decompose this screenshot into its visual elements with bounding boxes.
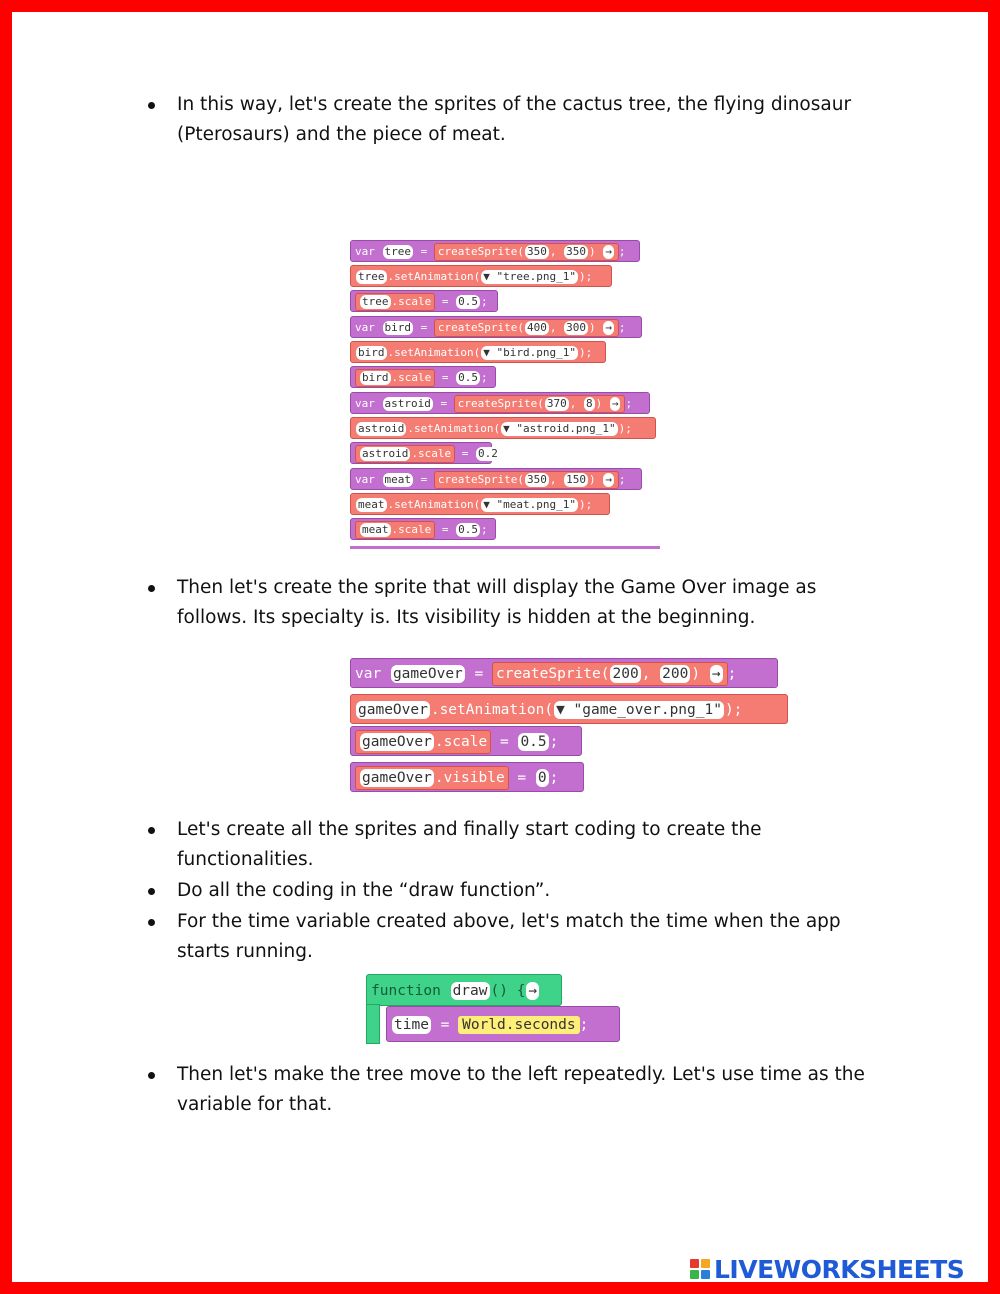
bullet-dot bbox=[148, 888, 155, 895]
bullet-text: Then let's create the sprite that will display the Game Over image as follows. Its specialty is. Its visibility is hidden at the beginning. bbox=[177, 577, 817, 628]
code-line: tree .scale = 0.5 ; bbox=[350, 290, 498, 312]
code-line: var gameOver = createSprite( 200 , 200 ) → ; bbox=[350, 658, 778, 688]
bullet-dot bbox=[148, 102, 155, 109]
code-line: tree .setAnimation( ▼ "tree.png_1" ); bbox=[350, 265, 612, 287]
code-line: var meat = createSprite( 350 , 150 ) → ; bbox=[350, 468, 642, 490]
code-line: gameOver .setAnimation( ▼ "game_over.png_1" ); bbox=[350, 694, 788, 724]
function-body-bar bbox=[366, 1004, 380, 1044]
code-line: var astroid = createSprite( 370 , 8 ) → ; bbox=[350, 392, 650, 414]
code-line: astroid .scale = 0.2 ; bbox=[350, 442, 492, 464]
bullet-item bbox=[148, 907, 868, 967]
bullet-dot bbox=[148, 919, 155, 926]
bullet-text: For the time variable created above, let's match the time when the app starts running. bbox=[177, 911, 841, 962]
code-line: gameOver .visible = 0 ; bbox=[350, 762, 584, 792]
code-stack-bottom bbox=[350, 546, 660, 549]
code-line: time = World.seconds ; bbox=[386, 1006, 620, 1042]
bullet-item bbox=[148, 573, 868, 633]
gameover-code-blocks bbox=[350, 658, 790, 800]
logo-text: LIVEWORKSHEETS bbox=[714, 1254, 965, 1284]
bullet-text: Then let's make the tree move to the left repeatedly. Let's use time as the variable for that. bbox=[177, 1064, 865, 1115]
bullet-text: In this way, let's create the sprites of the cactus tree, the flying dinosaur (Pterosaurs) and the piece of meat. bbox=[177, 94, 852, 145]
bullet-dot bbox=[148, 585, 155, 592]
code-line: astroid .setAnimation( ▼ "astroid.png_1" ); bbox=[350, 417, 656, 439]
bullet-item bbox=[148, 876, 868, 906]
bullet-item bbox=[148, 90, 868, 150]
sprite-code-blocks bbox=[350, 240, 670, 548]
code-line: var tree = createSprite( 350 , 350 ) → ; bbox=[350, 240, 640, 262]
bullet-dot bbox=[148, 1072, 155, 1079]
bullet-item bbox=[148, 1060, 868, 1120]
bullet-dot bbox=[148, 827, 155, 834]
draw-function-code-blocks bbox=[366, 974, 626, 1048]
liveworksheets-logo bbox=[690, 1254, 964, 1284]
bullet-text: Let's create all the sprites and finally start coding to create the functionalities. bbox=[177, 819, 762, 870]
logo-grid-icon bbox=[690, 1259, 710, 1279]
code-line: function draw () { → bbox=[366, 974, 562, 1006]
code-line: var bird = createSprite( 400 , 300 ) → ; bbox=[350, 316, 642, 338]
bullet-item bbox=[148, 815, 868, 875]
code-line: bird .scale = 0.5 ; bbox=[350, 366, 496, 388]
code-line: meat .setAnimation( ▼ "meat.png_1" ); bbox=[350, 493, 610, 515]
bullet-text: Do all the coding in the “draw function”. bbox=[177, 880, 551, 901]
code-line: bird .setAnimation( ▼ "bird.png_1" ); bbox=[350, 341, 606, 363]
code-line: meat .scale = 0.5 ; bbox=[350, 518, 496, 540]
code-line: gameOver .scale = 0.5 ; bbox=[350, 726, 582, 756]
